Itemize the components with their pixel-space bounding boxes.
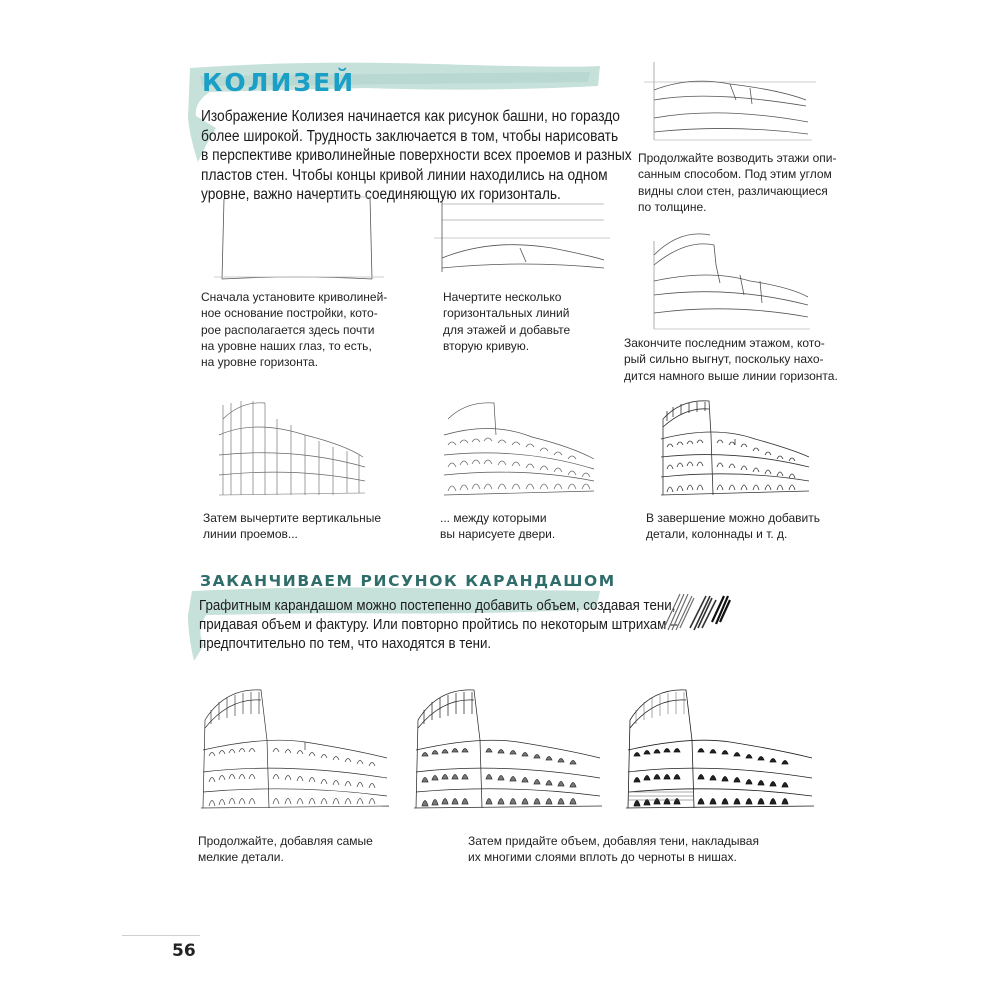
caption-line: рый сильно выгнут, поскольку нахо-: [624, 352, 824, 367]
sketch-step-6-doors: [432, 395, 607, 500]
caption-step-6: [440, 510, 555, 543]
pencil-line: придавая объем и фактуру. Или повторно пройтись по некоторым штрихам –: [199, 617, 678, 633]
intro-line: пластов стен. Чтобы концы кривой линии находились на одном: [201, 166, 608, 184]
page-title: КОЛИЗЕЙ: [202, 68, 356, 97]
pencil-line: Графитным карандашом можно постепенно добавить объем, создавая тени,: [199, 598, 676, 614]
sketch-step-1-base: [212, 195, 387, 285]
caption-line: ... между которыми: [440, 511, 547, 525]
intro-line: уровне, важно начертить соединяющую их горизонталь.: [201, 186, 561, 203]
pencil-hatching-sample: [660, 588, 736, 634]
caption-step-4: [624, 335, 838, 384]
caption-step-1: [201, 289, 387, 370]
intro-paragraph: [201, 107, 632, 205]
pencil-line: предпочтительно по тем, что находятся в тени.: [199, 636, 492, 652]
caption-line: рое располагается здесь почти: [201, 322, 375, 337]
sketch-final-1: [195, 680, 395, 815]
caption-line: для этажей и добавьте: [443, 322, 571, 337]
caption-line: горизонтальных линий: [443, 306, 570, 321]
caption-line: Продолжайте, добавляя самые: [198, 834, 373, 848]
caption-step-5: [203, 510, 381, 543]
caption-line: вы нарисуете двери.: [440, 527, 556, 542]
caption-line: на уровне горизонта.: [201, 355, 319, 370]
pencil-paragraph: [199, 597, 677, 654]
section-title: ЗАКАНЧИВАЕМ РИСУНОК КАРАНДАШОМ: [200, 572, 616, 590]
caption-line: ное основание постройки, кото-: [201, 306, 378, 321]
sketch-step-3-layers: [640, 60, 820, 145]
caption-line: их многими слоями вплоть до черноты в нишах.: [468, 850, 737, 865]
sketch-step-4-top-floor: [640, 225, 820, 335]
caption-final-2: [468, 833, 759, 866]
sketch-step-2-floors: [432, 198, 612, 278]
page-number: 56: [172, 941, 196, 961]
caption-line: В завершение можно добавить: [646, 511, 820, 525]
sketch-final-3: [620, 680, 820, 815]
intro-line: Изображение Колизея начинается как рисунок башни, но гораздо: [201, 108, 620, 125]
caption-line: санным способом. Под этим углом: [638, 167, 832, 182]
caption-line: Затем вычертите вертикальные: [203, 511, 382, 525]
caption-line: Затем придайте объем, добавляя тени, накладывая: [468, 834, 759, 848]
caption-line: линии проемов...: [203, 527, 298, 542]
caption-step-2: [443, 289, 570, 354]
caption-line: видны слои стен, различающиеся: [638, 183, 828, 198]
caption-line: Сначала установите криволиней-: [201, 290, 388, 304]
caption-final-1: [198, 833, 373, 866]
caption-line: по толщине.: [638, 199, 707, 214]
sketch-step-7-details: [655, 395, 815, 500]
sketch-final-2: [408, 680, 608, 815]
caption-line: Начертите несколько: [443, 290, 562, 304]
caption-line: вторую кривую.: [443, 338, 530, 353]
intro-line: более широкой. Трудность заключается в том, чтобы нарисовать: [201, 127, 619, 145]
caption-line: детали, колоннады и т. д.: [646, 527, 788, 542]
sketch-step-5-verticals: [205, 395, 380, 500]
caption-line: Продолжайте возводить этажи опи-: [638, 151, 837, 165]
caption-line: на уровне наших глаз, то есть,: [201, 338, 372, 353]
caption-step-3: [638, 150, 836, 215]
intro-line: в перспективе криволинейные поверхности всех проемов и разных: [201, 147, 632, 164]
caption-line: Закончите последним этажом, кото-: [624, 336, 825, 350]
footer-rule: [122, 935, 200, 936]
caption-line: мелкие детали.: [198, 850, 284, 865]
caption-step-7: [646, 510, 820, 543]
caption-line: дится намного выше линии горизонта.: [624, 368, 838, 383]
